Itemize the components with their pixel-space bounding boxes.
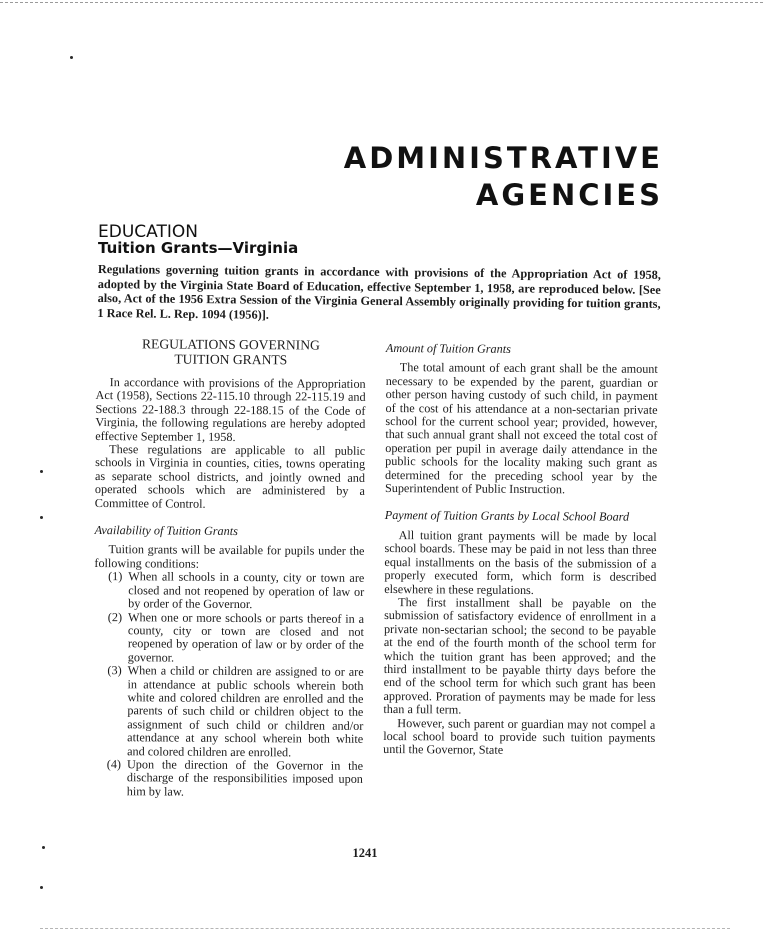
scan-speck <box>40 516 43 519</box>
list-item-number: (3) <box>107 663 122 678</box>
left-paragraph: Tuition grants will be available for pupils under the following conditions: <box>94 542 365 571</box>
right-paragraph: However, such parent or guardian may not compel a local school board to provide such tuition payments until the Governor, State <box>383 715 656 758</box>
payment-subheading: Payment of Tuition Grants by Local School Board <box>384 508 630 525</box>
intro-paragraph: Regulations governing tuition grants in accordance with provisions of the Appropriation Act of 1958, adopted by the Virginia State Board of Education, effective September 1, 1958, are reproduced below. [See also, Act of the 1956 Extra Session of the Virginia General Assembly originally providing for tuition grants, 1 Race Rel. L. Rep. 1094 (1956)]. <box>97 262 661 322</box>
list-item-text: When a child or children are assigned to or are in attendance at public schools wherein both white and colored children are enrolled and the parents of such child or children object to the assignment of such child or children and/or attendance at any school wherein both white and colored children are enrolled. <box>127 663 364 759</box>
scan-speck <box>70 56 73 59</box>
bottom-scan-edge <box>40 928 730 929</box>
amount-subheading: Amount of Tuition Grants <box>385 341 511 356</box>
list-item-number: (1) <box>108 569 123 584</box>
list-item <box>93 758 363 800</box>
availability-subheading: Availability of Tuition Grants <box>94 523 238 539</box>
scan-speck <box>40 470 43 473</box>
left-paragraph: These regulations are applicable to all public schools in Virginia in counties, cities, towns operating as separate school districts, and jointly owned and operated schools which are administered by a Committee of Control. <box>94 442 366 511</box>
page-number: 1241 <box>352 846 378 860</box>
list-item <box>94 570 364 612</box>
left-paragraph: In accordance with provisions of the Appropriation Act (1958), Sections 22-115.10 through 22-115.19 and Sections 22-188.3 through 22-188.15 of the Code of Virginia, the following regulations are hereby adopted effective September 1, 1958. <box>95 375 366 444</box>
right-paragraph: The total amount of each grant shall be the amount necessary to be expended by the parent, guardian or other person having custody of such child, in payment of the cost of his attendance at a non-sectarian private school for the current school year; provided, however, that such annual grant shall not exceed the total cost of operation per pupil in average daily attendance in the public schools for the locality making such grant as determined for the preceding school year by the Superintendent of Public Instruction. <box>384 360 658 497</box>
scan-speck <box>40 886 43 889</box>
list-item <box>93 664 364 760</box>
conditions-list <box>93 570 365 800</box>
page-headline <box>344 140 663 214</box>
headline-line-2: AGENCIES <box>475 178 663 212</box>
list-item <box>94 610 364 666</box>
scan-speck <box>42 846 45 849</box>
top-scan-edge <box>0 2 763 3</box>
section-title: EDUCATION <box>98 222 198 242</box>
list-item-text: Upon the direction of the Governor in the discharge of the responsibilities imposed upon him by law. <box>126 757 364 799</box>
list-item-text: When one or more schools or parts thereof in a county, city or town are closed and not reopened by operation of law or by order of the governor. <box>127 609 365 665</box>
regulations-title-line-1: REGULATIONS GOVERNING <box>141 336 320 353</box>
right-column <box>383 342 658 759</box>
left-column <box>93 336 366 800</box>
right-paragraph: All tuition grant payments will be made by local school boards. These may be paid in not less than three equal installments on the basis of the submission of a properly executed form, which form is described elsewhere in these regulations. <box>384 527 657 597</box>
right-paragraph: The first installment shall be payable on the submission of satisfactory evidence of enrollment in a private non-sectarian school; the second to be payable at the end of the fourth month of the school term for which the tuition grant has been approved; and the third installment to be payable thirty days before the end of the school term for which such grant has been approved. Proration of payments may be made for less than a full term. <box>383 594 657 717</box>
list-item-text: When all schools in a county, city or town are closed and not reopened by operation of law or by order of the Governor. <box>128 569 365 612</box>
list-item-number: (2) <box>107 609 123 624</box>
subsection-title: Tuition Grants—Virginia <box>98 239 299 257</box>
headline-line-1: ADMINISTRATIVE <box>343 141 663 175</box>
regulations-title-line-2: TUITION GRANTS <box>174 351 288 368</box>
regulations-title <box>96 336 366 368</box>
list-item-number: (4) <box>106 757 122 772</box>
